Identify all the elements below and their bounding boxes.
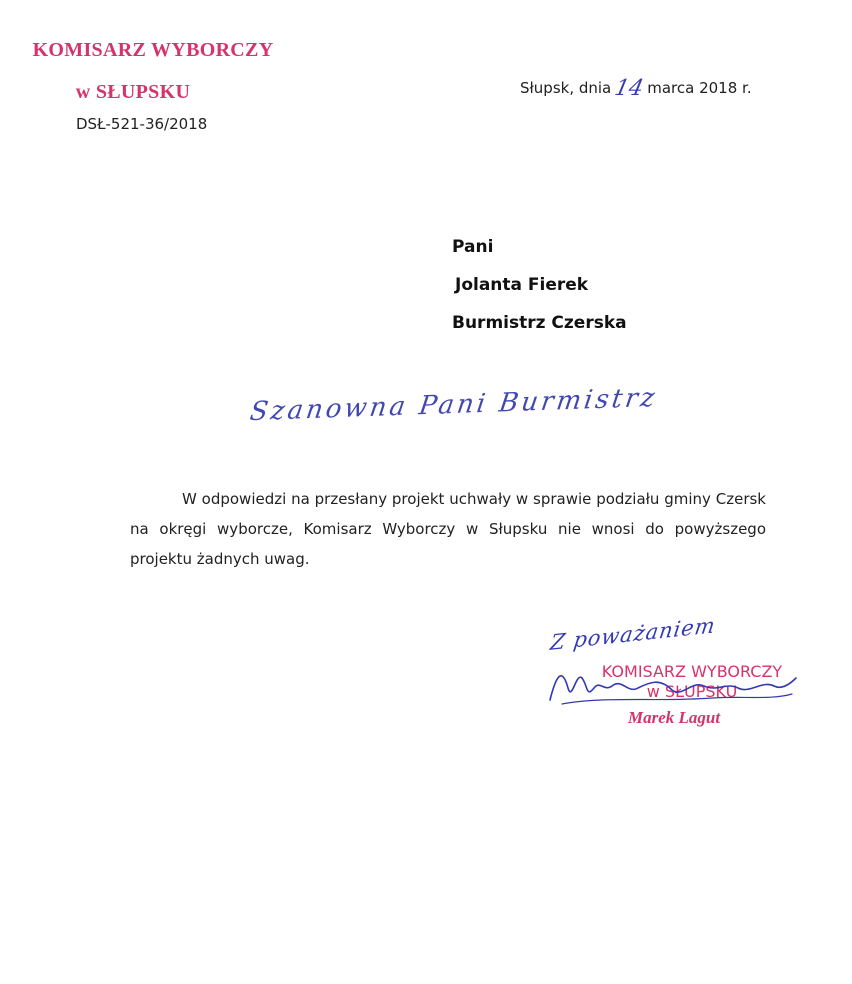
header-stamp [28, 36, 278, 106]
date-day-handwritten: 14 [612, 76, 646, 101]
signature-note-handwritten: Z poważaniem [548, 613, 718, 655]
signature-block [540, 613, 810, 742]
recipient-title: Burmistrz Czerska [452, 313, 627, 333]
handwritten-salutation: Szanowna Pani Burmistrz [248, 382, 660, 428]
signatory-name: Marek Lagut [628, 708, 721, 727]
header-stamp-line1: KOMISARZ WYBORCZY [32, 39, 274, 61]
signature-stamp-line2: w SŁUPSKU [646, 682, 738, 701]
recipient-salutation: Pani [452, 237, 494, 257]
case-number: DSŁ-521-36/2018 [76, 115, 208, 133]
header-stamp-line2: w SŁUPSKU [75, 81, 191, 103]
signature-scribble [542, 658, 802, 708]
date-prefix: Słupsk, dnia [520, 79, 612, 97]
recipient-name: Jolanta Fierek [455, 275, 589, 295]
date-line [520, 74, 752, 99]
letter-body: W odpowiedzi na przesłany projekt uchwały w sprawie podziału gminy Czersk na okręgi wyborcze, Komisarz Wyborczy w Słupsku nie wnosi do powyższego projektu żadnych uwag. [130, 490, 766, 568]
date-suffix: marca 2018 r. [647, 79, 752, 97]
recipient-block [452, 228, 627, 342]
signature-stamp-line1: KOMISARZ WYBORCZY [601, 662, 783, 681]
